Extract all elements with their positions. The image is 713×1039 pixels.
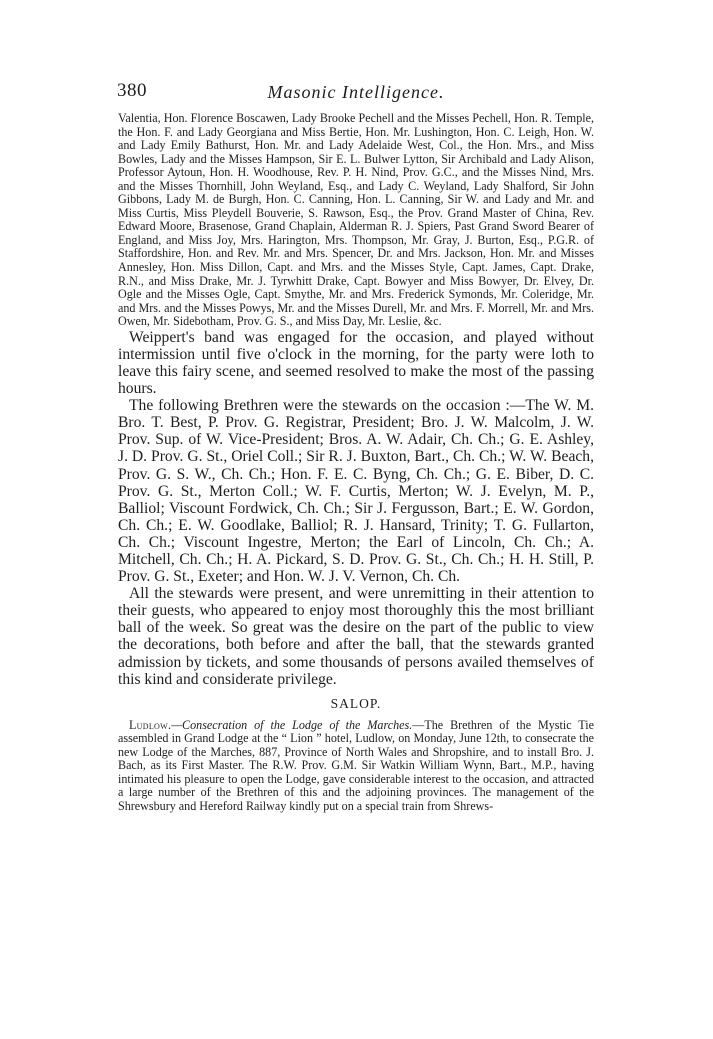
guest-list-paragraph: Valentia, Hon. Florence Boscawen, Lady Brooke Pechell and the Misses Pechell, Hon. R. Temple, the Hon. F. and Lady Georgiana and Miss Bertie, Hon. Mr. Lushington, Hon. C. Leigh, Hon. W. and Lady Emily Bathurst, Hon. Mr. and Lady Adelaide West, Col., the Hon. Mrs., and Miss Bowles, Lady and the Misses Hampson, Sir E. L. Bulwer Lytton, Sir Archibald and Lady Alison, Professor Aytoun, Hon. H. Woodhouse, Rev. P. H. Nind, Prov. G.C., and the Misses Nind, Mrs. and the Misses Thornhill, John Weyland, Esq., and Lady C. Weyland, Lady Shalford, Sir John Gibbons, Lady M. de Burgh, Hon. C. Canning, Hon. L. Canning, Sir W. and Lady and Mr. and Miss Curtis, Miss Pleydell Bouverie, S. Rawson, Esq., the Prov. Grand Master of China, Rev. Edward Moore, Brasenose, Grand Chaplain, Alderman R. J. Spiers, Past Grand Sword Bearer of England, and Miss Joy, Mrs. Harington, Mrs. Thompson, Mr. Gray, J. Burton, Esq., P.G.R. of Staffordshire, Hon. and Rev. Mr. and Mrs. Spencer, Dr. and Mrs. Jackson, Hon. Mr. and Misses Annesley, Hon. Miss Dillon, Capt. and Mrs. and the Misses Style, Capt. James, Capt. Drake, R.N., and Miss Drake, Mr. J. Tyrwhitt Drake, Capt. Bowyer and Miss Bowyer, Dr. Elvey, Dr. Ogle and the Misses Ogle, Capt. Smythe, Mr. and Mrs. Frederick Symonds, Mr. Coleridge, Mr. and Mrs. and the Misses Powys, Mr. and the Misses Durell, Mr. and Mrs. F. Morrell, Mr. and Mrs. Owen, Mr. Sidebotham, Prov. G. S., and Miss Day, Mr. Leslie, &c. — [118, 111, 594, 329]
text-column — [118, 112, 594, 814]
band-paragraph: Weippert's band was engaged for the occasion, and played without intermission until five o'clock in the morning, for the party were loth to leave this fairy scene, and seemed resolved to make the most of the passing hours. — [118, 328, 594, 398]
ludlow-article-title: —Consecration of the Lodge of the Marches. — [171, 717, 413, 732]
ludlow-paragraph — [118, 719, 594, 814]
ludlow-article-text: —The Brethren of the Mystic Tie assembled in Grand Lodge at the “ Lion ” hotel, Ludlow, on Monday, June 12th, to consecrate the new Lodge of the Marches, 887, Province of North Wales and Shropshire, and to install Bro. J. Bach, as its First Master. The R.W. Prov. G.M. Sir Watkin William Wynn, Bart., M.P., having intimated his pleasure to open the Lodge, gave considerable interest to the occasion, and attracted a large number of the Brethren of this and the adjoining provinces. The management of the Shrewsbury and Hereford Railway kindly put on a special train from Shrews- — [118, 717, 594, 813]
running-head — [117, 80, 595, 104]
page-number: 380 — [117, 80, 147, 101]
running-title: Masonic Intelligence. — [267, 82, 445, 102]
section-heading: SALOP. — [330, 695, 382, 711]
ludlow-place-name: Ludlow. — [129, 717, 172, 732]
stewards-paragraph: The following Brethren were the stewards on the occasion :—The W. M. Bro. T. Best, P. Prov. G. Registrar, President; Bro. J. W. Malcolm, J. W. Prov. Sup. of W. Vice-President; Bros. A. W. Adair, Ch. Ch.; G. E. Ashley, J. D. Prov. G. St., Oriel Coll.; Sir R. J. Buxton, Bart., Ch. Ch.; W. W. Beach, Prov. G. S. W., Ch. Ch.; Hon. F. E. C. Byng, Ch. Ch.; G. E. Biber, D. C. Prov. G. St., Merton Coll.; W. F. Curtis, Merton; W. J. Evelyn, M. P., Balliol; Viscount Fordwick, Ch. Ch.; Sir J. Fergusson, Bart.; E. W. Gordon, Ch. Ch.; E. W. Goodlake, Balliol; R. J. Hansard, Trinity; T. G. Fullarton, Ch. Ch.; Viscount Ingestre, Merton; the Earl of Lincoln, Ch. Ch.; A. Mitchell, Ch. Ch.; H. A. Pickard, S. D. Prov. G. St., Ch. Ch.; H. H. Still, P. Prov. G. St., Exeter; and Hon. W. J. V. Vernon, Ch. Ch. — [118, 397, 594, 586]
attendance-paragraph: All the stewards were present, and were unremitting in their attention to their guests, who appeared to enjoy most thoroughly this the most brilliant ball of the week. So great was the desire on the part of the public to view the decorations, both before and after the ball, that the stewards granted admission by tickets, and some thousands of persons availed themselves of this kind and considerate privilege. — [118, 585, 594, 688]
